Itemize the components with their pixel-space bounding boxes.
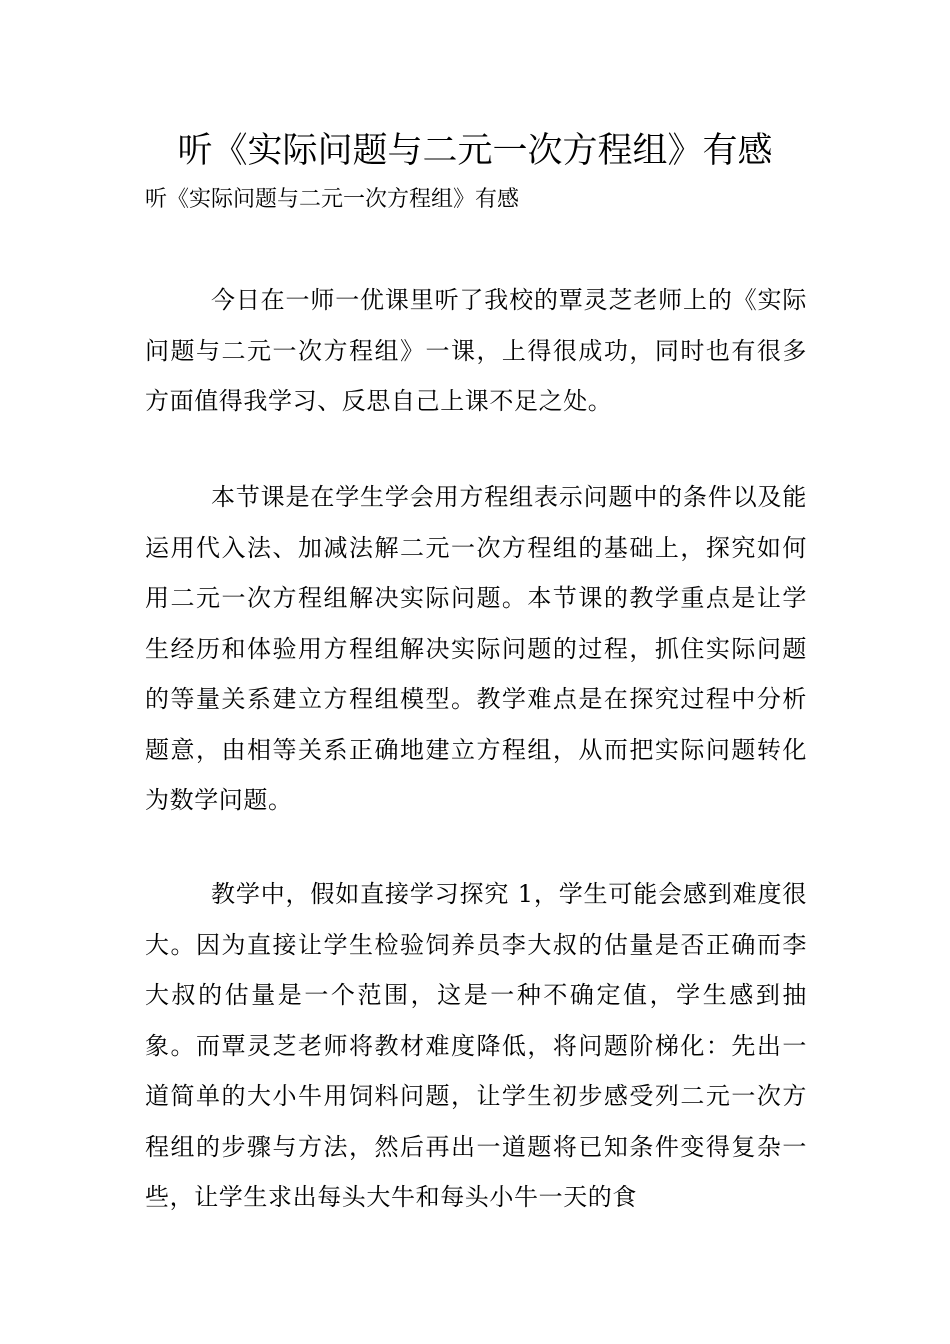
paragraph-2: 本节课是在学生学会用方程组表示问题中的条件以及能运用代入法、加减法解二元一次方程组的基础上，探究如何用二元一次方程组解决实际问题。本节课的教学重点是让学生经历和体验用方程组解决实际问题的过程，抓住实际问题的等量关系建立方程组模型。教学难点是在探究过程中分析题意，由相等关系正确地建立方程组，从而把实际问题转化为数学问题。 [145,483,807,814]
paragraph-1: 今日在一师一优课里听了我校的覃灵芝老师上的《实际问题与二元一次方程组》一课，上得很成功，同时也有很多方面值得我学习、反思自己上课不足之处。 [145,286,807,415]
document-subtitle: 听《实际问题与二元一次方程组》有感 [145,187,520,212]
paragraph-3: 教学中，假如直接学习探究 1，学生可能会感到难度很大。因为直接让学生检验饲养员李大叔的估量是否正确而李大叔的估量是一个范围，这是一种不确定值，学生感到抽象。而覃灵芝老师将教材难度降低，将问题阶梯化：先出一道简单的大小牛用饲料问题，让学生初步感受列二元一次方程组的步骤与方法，然后再出一道题将已知条件变得复杂一些，让学生求出每头大牛和每头小牛一天的食 [145,880,807,1211]
document-title: 听《实际问题与二元一次方程组》有感 [177,131,773,171]
